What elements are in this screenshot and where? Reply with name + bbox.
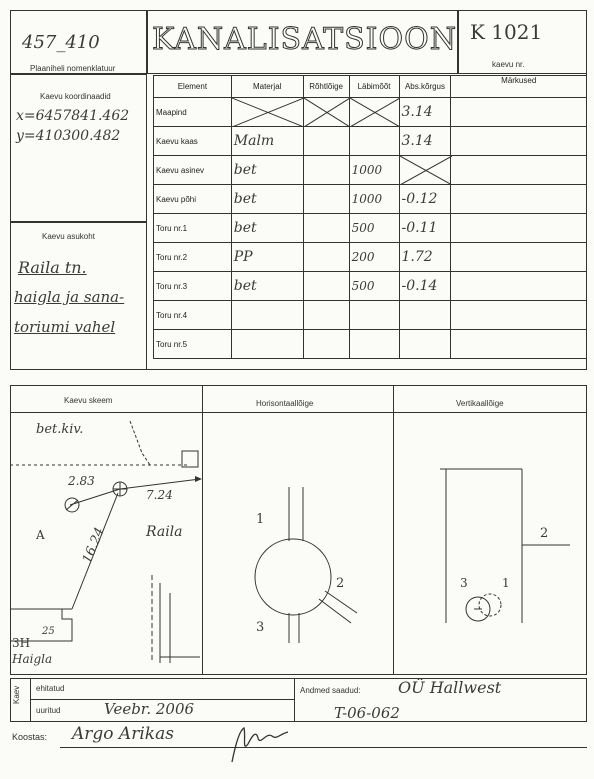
- vertical-label-3: 3: [460, 576, 468, 590]
- col-header: Läbimõõt: [349, 76, 399, 98]
- row-notes: [451, 330, 587, 359]
- row-material: PP: [231, 243, 303, 272]
- row-notes: [451, 98, 587, 127]
- data-label: Andmed saadud:: [300, 686, 361, 695]
- row-cross: [303, 127, 349, 156]
- row-abs: -0.12: [399, 185, 451, 214]
- sketch-note: bet.kiv.: [36, 422, 84, 437]
- row-element: Maapind: [154, 98, 232, 127]
- row-cross: [303, 214, 349, 243]
- row-element: Kaevu kaas: [154, 127, 232, 156]
- row-element: Toru nr.1: [154, 214, 232, 243]
- surveyed-value: Veebr. 2006: [104, 700, 195, 718]
- dim-c: 16.24: [80, 525, 108, 566]
- row-notes: [451, 185, 587, 214]
- row-abs: 3.14: [399, 127, 451, 156]
- table-row: [154, 127, 587, 156]
- data-code: T-06-062: [334, 704, 400, 722]
- footer-divider: [294, 678, 295, 722]
- checked-label: ehitatud: [36, 684, 65, 693]
- building-number: 3H: [12, 636, 31, 650]
- location-label: Kaevu asukoht: [42, 232, 95, 241]
- table-row: [154, 243, 587, 272]
- row-material: [231, 330, 303, 359]
- row-material: bet: [231, 214, 303, 243]
- row-element: Toru nr.5: [154, 330, 232, 359]
- table-header-row: [154, 76, 587, 98]
- coords-label: Kaevu koordinaadid: [40, 92, 111, 101]
- col-header: Materjal: [231, 76, 303, 98]
- col-header: Märkused: [451, 76, 587, 98]
- dim-a: 2.83: [68, 474, 95, 488]
- row-diameter: 500: [349, 272, 399, 301]
- col-header: Abs.kõrgus: [399, 76, 451, 98]
- pipe-label-3: 3: [256, 620, 265, 635]
- row-element: Toru nr.4: [154, 301, 232, 330]
- row-element: Kaevu põhi: [154, 185, 232, 214]
- vertical-label-1: 1: [502, 576, 510, 590]
- row-diameter: [349, 330, 399, 359]
- row-notes: [451, 214, 587, 243]
- building-name: Haigla: [12, 652, 53, 666]
- row-notes: [451, 301, 587, 330]
- row-abs: [399, 330, 451, 359]
- table-row: [154, 98, 587, 127]
- row-abs: 3.14: [399, 98, 451, 127]
- col-header: Rõhtlõige: [303, 76, 349, 98]
- row-abs: -0.14: [399, 272, 451, 301]
- row-cross: [303, 243, 349, 272]
- pipe-label-2: 2: [336, 576, 345, 591]
- row-abs: [399, 301, 451, 330]
- side-label: Kaev: [12, 685, 21, 704]
- signature: [222, 722, 292, 766]
- row-material: bet: [231, 272, 303, 301]
- table-row: [154, 185, 587, 214]
- horizontal-section: [203, 413, 393, 675]
- row-element: Toru nr.3: [154, 272, 232, 301]
- location-line-3: toriumi vahel: [14, 318, 116, 336]
- row-cross: [303, 330, 349, 359]
- location-line-2: haigla ja sana-: [14, 288, 125, 306]
- row-material: bet: [231, 185, 303, 214]
- row-cross: [303, 301, 349, 330]
- well-number-label: kaevu nr.: [492, 60, 525, 69]
- well-data-table: [153, 75, 587, 359]
- surveyed-label: uuritud: [36, 706, 61, 715]
- crossed-cell: [399, 156, 451, 185]
- street-label: Raila: [146, 524, 183, 540]
- vertical-label-2: 2: [540, 526, 549, 541]
- plan-code-label: Plaaniheli nomenklatuur: [30, 64, 116, 73]
- row-diameter: 1000: [349, 156, 399, 185]
- crossed-cell: [231, 98, 303, 127]
- panel-title-horizontal: Horisontaallõige: [256, 399, 314, 408]
- vertical-section: [394, 413, 587, 675]
- row-notes: [451, 272, 587, 301]
- col-header: Element: [154, 76, 232, 98]
- page-title: KANALISATSIOON: [152, 22, 457, 57]
- row-cross: [303, 272, 349, 301]
- crossed-cell: [349, 98, 399, 127]
- row-material: [231, 301, 303, 330]
- row-abs: -0.11: [399, 214, 451, 243]
- data-value: OÜ Hallwest: [398, 678, 502, 697]
- location-line-1: Raila tn.: [18, 258, 87, 277]
- row-diameter: 1000: [349, 185, 399, 214]
- pipe-label-1: 1: [256, 512, 265, 527]
- author-underline: [60, 747, 587, 748]
- row-cross: [303, 156, 349, 185]
- author-value: Argo Arikas: [72, 724, 174, 744]
- row-diameter: [349, 127, 399, 156]
- crossed-cell: [303, 98, 349, 127]
- plan-code: 457_410: [22, 32, 100, 53]
- footer-divider: [30, 678, 31, 722]
- table-row: [154, 301, 587, 330]
- row-notes: [451, 243, 587, 272]
- table-row: [154, 330, 587, 359]
- letter-a: A: [36, 528, 45, 542]
- coord-y: y=410300.482: [16, 128, 121, 144]
- row-element: Toru nr.2: [154, 243, 232, 272]
- table-row: [154, 214, 587, 243]
- row-material: bet: [231, 156, 303, 185]
- author-label: Koostas:: [12, 732, 48, 742]
- row-diameter: [349, 301, 399, 330]
- row-element: Kaevu asinev: [154, 156, 232, 185]
- row-diameter: 500: [349, 214, 399, 243]
- row-notes: [451, 156, 587, 185]
- coord-x: x=6457841.462: [16, 108, 130, 124]
- well-number: K 1021: [470, 20, 543, 44]
- row-notes: [451, 127, 587, 156]
- row-abs: 1.72: [399, 243, 451, 272]
- dim-b: 7.24: [146, 488, 173, 502]
- scheme-sketch: [10, 413, 202, 675]
- panel-title-scheme: Kaevu skeem: [64, 396, 113, 405]
- dim-d: 25: [42, 626, 55, 637]
- panel-title-vertical: Vertikaallõige: [456, 399, 504, 408]
- row-cross: [303, 185, 349, 214]
- table-row: [154, 156, 587, 185]
- row-material: Malm: [231, 127, 303, 156]
- row-diameter: 200: [349, 243, 399, 272]
- table-row: [154, 272, 587, 301]
